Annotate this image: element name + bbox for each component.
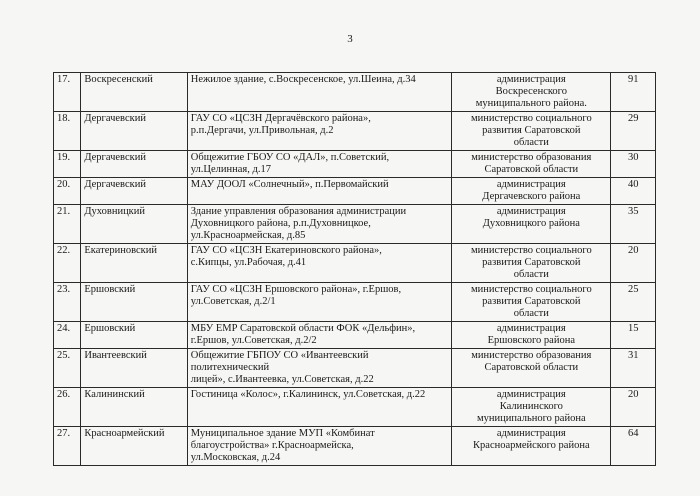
row-number: 17. [57, 74, 71, 85]
capacity-value: 29 [627, 113, 639, 124]
table-row [54, 388, 656, 427]
object-address: Нежилое здание, с.Воскресенское, ул.Шеина, д.34 [190, 74, 416, 85]
capacity-cell [611, 427, 656, 466]
district-cell [81, 73, 187, 112]
table-row [54, 322, 656, 349]
object-address: Общежитие ГБПОУ СО «Ивантеевский политехнический лицей», с.Ивантеевка, ул.Советская, д.22 [190, 350, 374, 385]
capacity-cell [611, 283, 656, 322]
district-name: Красноармейский [84, 428, 165, 439]
table-row [54, 151, 656, 178]
responsible-organization: администрация Воскресенского муниципального района. [475, 74, 587, 109]
capacity-value: 31 [627, 350, 639, 361]
object-cell [187, 349, 452, 388]
organization-cell [452, 112, 611, 151]
row-number: 23. [57, 284, 71, 295]
organization-cell [452, 427, 611, 466]
organization-cell [452, 322, 611, 349]
table-body [54, 73, 656, 466]
organization-cell [452, 244, 611, 283]
responsible-organization: администрация Ершовского района [487, 323, 575, 346]
table-row [54, 205, 656, 244]
table-row [54, 283, 656, 322]
object-address: Общежитие ГБОУ СО «ДАЛ», п.Советский, ул.Целинная, д.17 [190, 152, 390, 175]
district-cell [81, 112, 187, 151]
capacity-cell [611, 73, 656, 112]
capacity-value: 15 [627, 323, 639, 334]
object-cell [187, 178, 452, 205]
row-number-cell [54, 427, 81, 466]
capacity-cell [611, 205, 656, 244]
row-number: 21. [57, 206, 71, 217]
object-cell [187, 112, 452, 151]
responsible-organization: администрация Духовницкого района [482, 206, 580, 229]
row-number: 20. [57, 179, 71, 190]
district-name: Дергачевский [84, 152, 146, 163]
organization-cell [452, 283, 611, 322]
object-cell [187, 73, 452, 112]
responsible-organization: министерство социального развития Саратовской области [470, 284, 592, 319]
row-number: 27. [57, 428, 71, 439]
row-number: 19. [57, 152, 71, 163]
capacity-value: 91 [627, 74, 639, 85]
page-number: 3 [347, 33, 353, 45]
object-cell [187, 388, 452, 427]
capacity-value: 35 [627, 206, 639, 217]
capacity-value: 40 [627, 179, 639, 190]
object-address: Муниципальное здание МУП «Комбинат благоустройства» г.Красноармейска, ул.Московская, д.24 [190, 428, 375, 463]
district-cell [81, 349, 187, 388]
object-cell [187, 427, 452, 466]
table-row [54, 349, 656, 388]
row-number: 18. [57, 113, 71, 124]
organization-cell [452, 178, 611, 205]
table-row [54, 112, 656, 151]
responsible-organization: администрация Красноармейского района [473, 428, 590, 451]
district-name: Духовницкий [84, 206, 146, 217]
table-row [54, 244, 656, 283]
district-cell [81, 388, 187, 427]
district-cell [81, 151, 187, 178]
object-address: Гостиница «Колос», г.Калининск, ул.Советская, д.22 [190, 389, 426, 400]
capacity-cell [611, 178, 656, 205]
table-row [54, 427, 656, 466]
organization-cell [452, 205, 611, 244]
district-name: Дергачевский [84, 179, 146, 190]
district-name: Ершовский [84, 323, 136, 334]
table-row [54, 73, 656, 112]
capacity-cell [611, 349, 656, 388]
organization-cell [452, 349, 611, 388]
responsible-organization: министерство социального развития Саратовской области [470, 113, 592, 148]
responsible-organization: министерство образования Саратовской области [471, 152, 592, 175]
object-address: МАУ ДООЛ «Солнечный», п.Первомайский [190, 179, 389, 190]
table-row [54, 178, 656, 205]
object-cell [187, 322, 452, 349]
responsible-organization: администрация Дергачевского района [482, 179, 581, 202]
organization-cell [452, 73, 611, 112]
row-number-cell [54, 349, 81, 388]
row-number-cell [54, 205, 81, 244]
row-number-cell [54, 73, 81, 112]
district-cell [81, 283, 187, 322]
capacity-value: 30 [627, 152, 639, 163]
object-address: МБУ ЕМР Саратовской области ФОК «Дельфин», г.Ершов, ул.Советская, д.2/2 [190, 323, 416, 346]
row-number: 24. [57, 323, 71, 334]
district-cell [81, 427, 187, 466]
district-name: Ершовский [84, 284, 136, 295]
object-cell [187, 283, 452, 322]
capacity-cell [611, 322, 656, 349]
row-number-cell [54, 322, 81, 349]
district-name: Дергачевский [84, 113, 146, 124]
object-cell [187, 205, 452, 244]
district-cell [81, 322, 187, 349]
capacity-value: 64 [627, 428, 639, 439]
district-cell [81, 244, 187, 283]
row-number-cell [54, 151, 81, 178]
district-name: Воскресенский [84, 74, 153, 85]
capacity-cell [611, 151, 656, 178]
responsible-organization: министерство социального развития Саратовской области [470, 245, 592, 280]
district-name: Калининский [84, 389, 145, 400]
row-number: 22. [57, 245, 71, 256]
district-name: Ивантеевский [84, 350, 147, 361]
capacity-cell [611, 388, 656, 427]
row-number: 26. [57, 389, 71, 400]
row-number-cell [54, 388, 81, 427]
object-address: ГАУ СО «ЦСЗН Ершовского района», г.Ершов, ул.Советская, д.2/1 [190, 284, 402, 307]
responsible-organization: администрация Калининского муниципального района [477, 389, 586, 424]
row-number-cell [54, 244, 81, 283]
row-number-cell [54, 112, 81, 151]
capacity-cell [611, 244, 656, 283]
district-name: Екатериновский [84, 245, 157, 256]
object-cell [187, 244, 452, 283]
district-cell [81, 178, 187, 205]
responsible-organization: министерство образования Саратовской области [471, 350, 592, 373]
capacity-value: 25 [627, 284, 639, 295]
capacity-value: 20 [627, 245, 639, 256]
capacity-value: 20 [627, 389, 639, 400]
row-number: 25. [57, 350, 71, 361]
object-address: ГАУ СО «ЦСЗН Дергачёвского района», р.п.Дергачи, ул.Привольная, д.2 [190, 113, 371, 136]
object-address: ГАУ СО «ЦСЗН Екатериновского района», с.Кипцы, ул.Рабочая, д.41 [190, 245, 382, 268]
organization-cell [452, 151, 611, 178]
row-number-cell [54, 283, 81, 322]
district-cell [81, 205, 187, 244]
shelter-table [53, 72, 656, 466]
object-address: Здание управления образования администрации Духовницкого района, р.п.Духовницкое, ул.Красноармейская, д.85 [190, 206, 407, 241]
capacity-cell [611, 112, 656, 151]
organization-cell [452, 388, 611, 427]
object-cell [187, 151, 452, 178]
row-number-cell [54, 178, 81, 205]
